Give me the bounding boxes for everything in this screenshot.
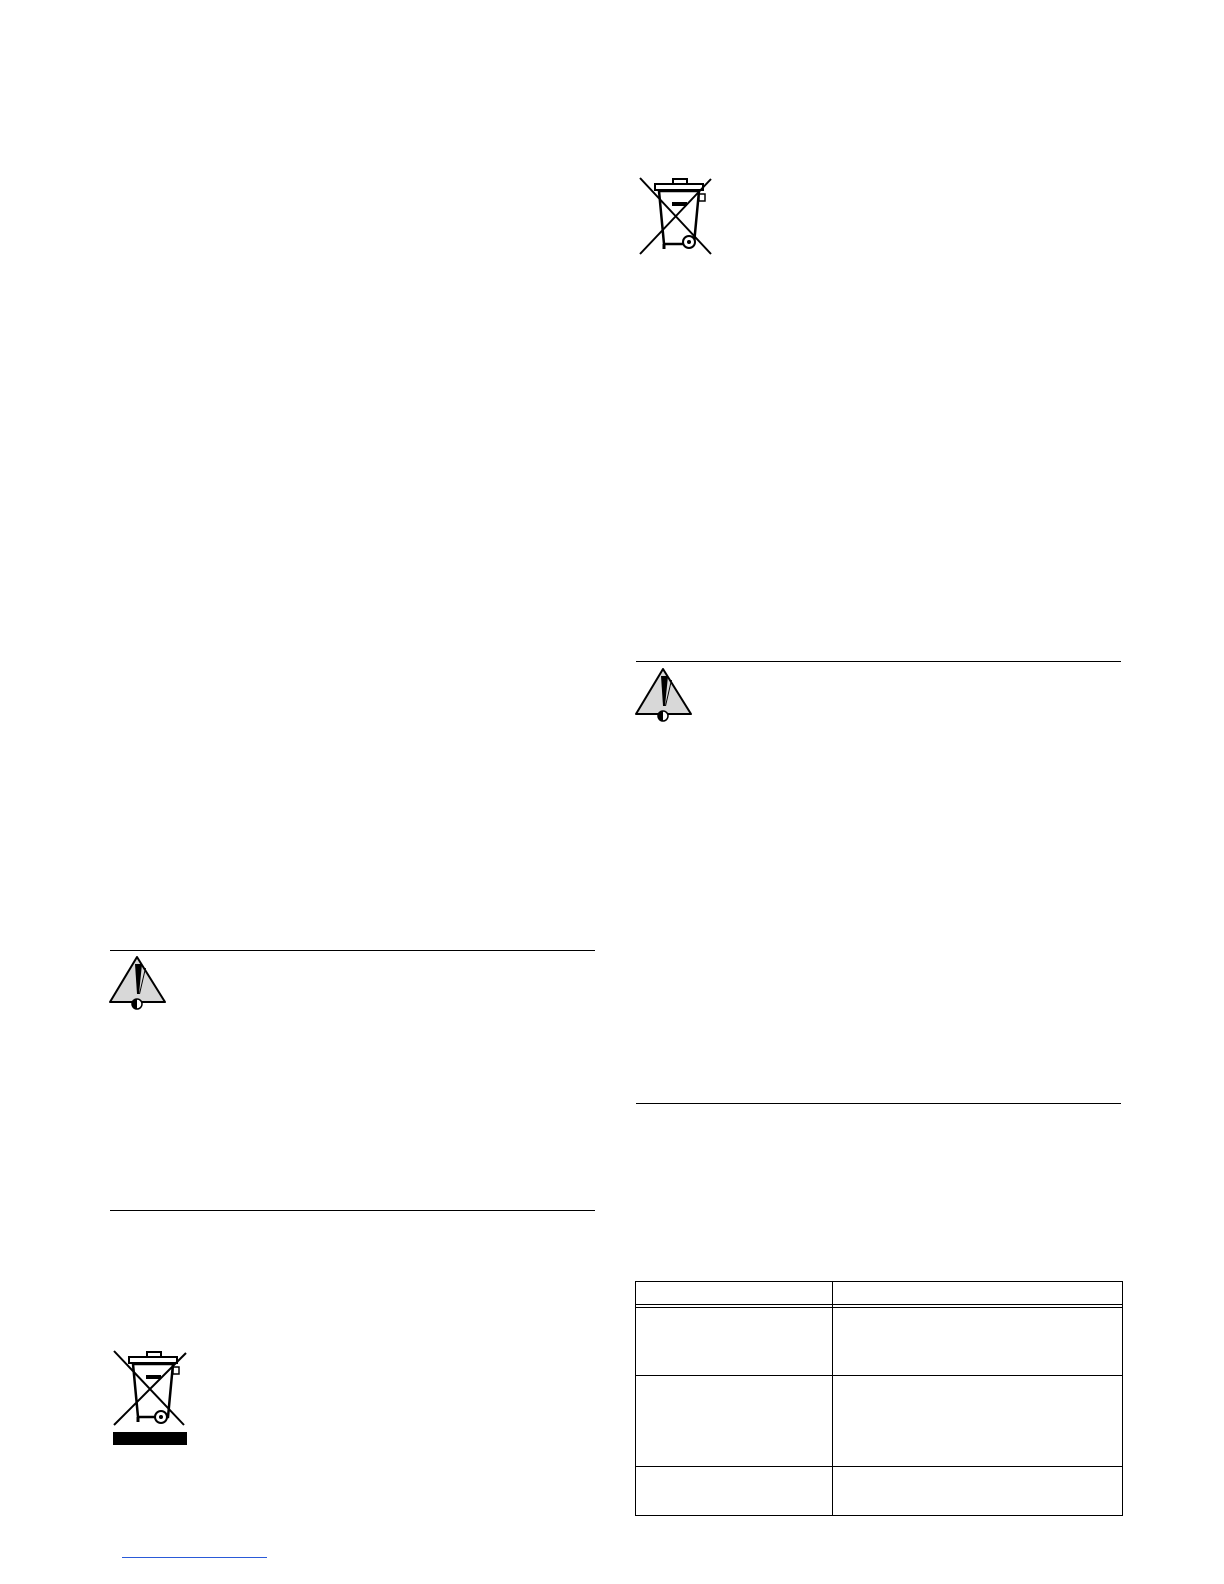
warning-top-rule-left (110, 950, 595, 951)
table-cell (636, 1308, 833, 1376)
table-row (636, 1308, 1123, 1376)
spec-table (635, 1281, 1123, 1516)
warning-top-rule-right (636, 661, 1121, 662)
table-cell (833, 1467, 1123, 1516)
table-header-cell (636, 1282, 833, 1305)
table-header-row (636, 1282, 1123, 1305)
table-cell (636, 1376, 833, 1467)
crossed-out-wheelie-bin-icon (636, 174, 716, 258)
crossed-out-wheelie-bin-icon (110, 1347, 190, 1447)
table-cell (636, 1467, 833, 1516)
warning-bottom-rule-left (110, 1210, 595, 1211)
table-header-cell (833, 1282, 1123, 1305)
caution-triangle-icon (634, 666, 694, 724)
table-cell (833, 1376, 1123, 1467)
footer-link[interactable] (122, 1557, 267, 1558)
caution-triangle-icon (108, 954, 168, 1012)
table-cell (833, 1308, 1123, 1376)
table-row (636, 1467, 1123, 1516)
table-row (636, 1376, 1123, 1467)
warning-bottom-rule-right (636, 1103, 1121, 1104)
